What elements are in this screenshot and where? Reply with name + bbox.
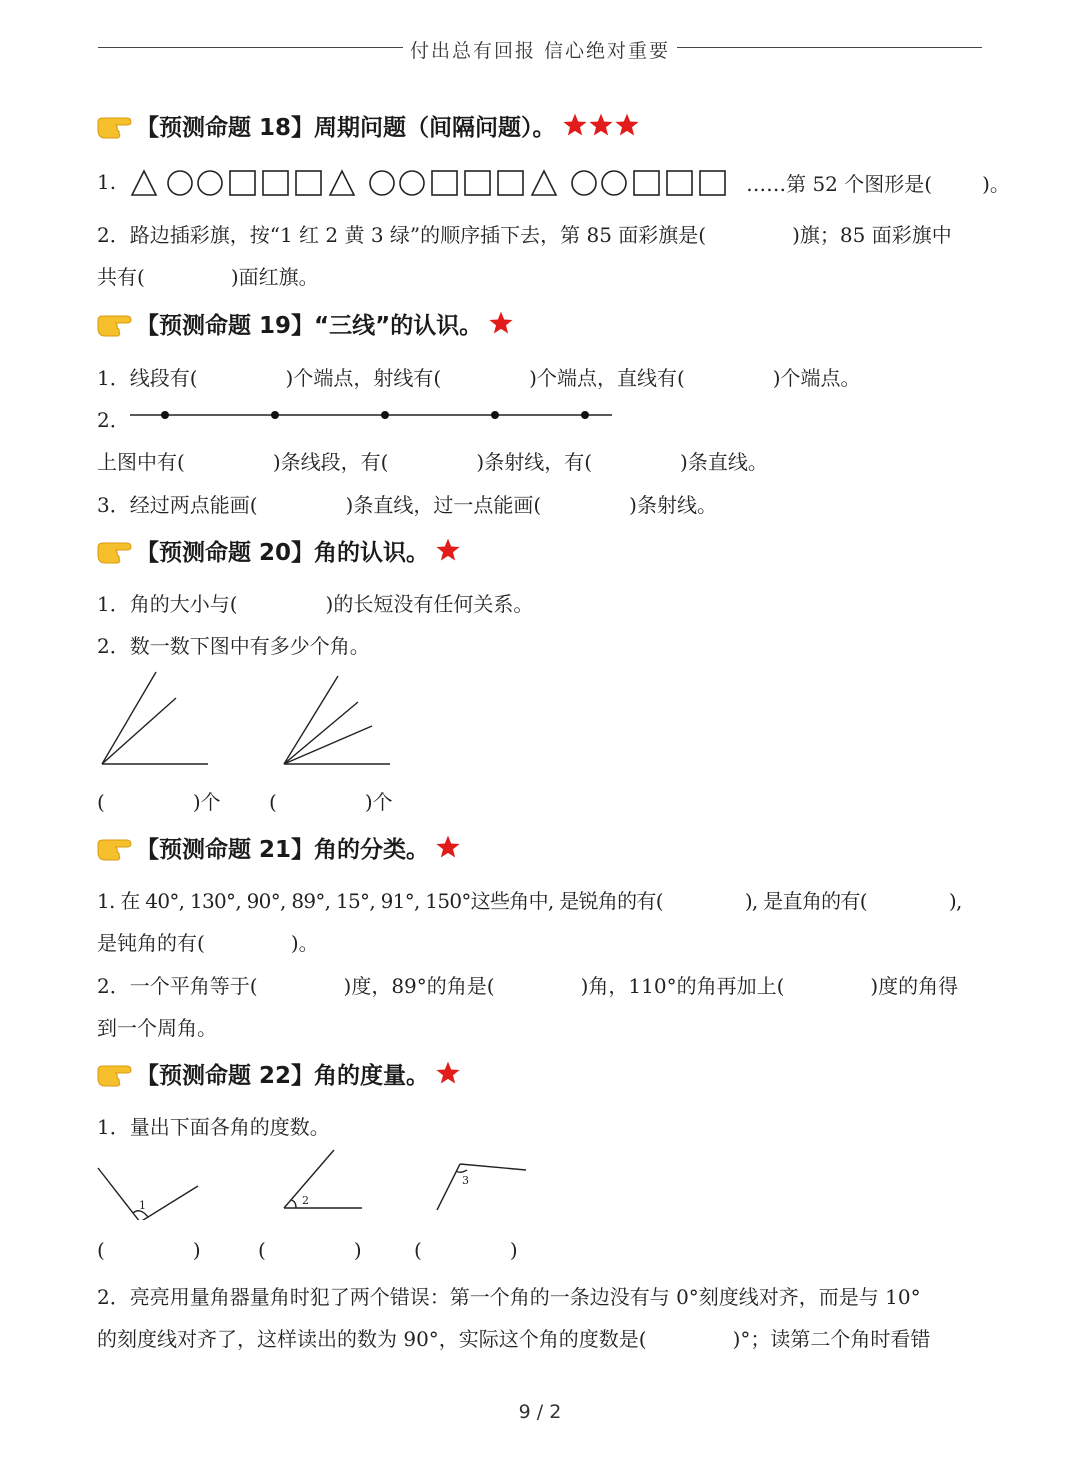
question-21-1-line1 (97, 885, 962, 914)
question-text: ), (948, 889, 962, 913)
shape-sequence (118, 166, 746, 198)
pointing-hand-icon (96, 535, 134, 565)
section-title: 【预测命题 19】“三线”的认识。 (136, 312, 483, 339)
question-text: 3．经过两点能画( (97, 493, 258, 517)
question-text: )角，110°的角再加上( (580, 974, 785, 998)
question-22-1: 1．量出下面各角的度数。 (97, 1115, 330, 1139)
question-21-1-line2 (97, 927, 319, 956)
square-shape (634, 171, 659, 195)
question-text: )条射线，有( (476, 450, 593, 474)
question-text: )度，89°的角是( (343, 974, 495, 998)
difficulty-stars (488, 310, 514, 336)
difficulty-stars (435, 834, 461, 860)
square-shape (700, 171, 725, 195)
question-text: )的长短没有任何关系。 (325, 592, 534, 616)
answer-close: ) (353, 1238, 362, 1262)
answer-close: ) (192, 1238, 201, 1262)
section-21-heading (96, 827, 461, 867)
question-18-2-line1 (97, 219, 952, 248)
question-text: )面红旗。 (230, 265, 319, 289)
section-22-heading (96, 1053, 461, 1093)
question-text: 的刻度线对齐了，这样读出的数为 90°，实际这个角的度数是( (97, 1327, 647, 1351)
pointing-hand-icon (96, 1058, 134, 1088)
circle-shape (400, 171, 424, 195)
angle-measure-answer-1 (97, 1238, 201, 1262)
answer-open: ( (258, 1238, 266, 1262)
question-text: )条线段，有( (272, 450, 389, 474)
question-close: )。 (982, 171, 1010, 196)
angle-1-figure (98, 1168, 198, 1220)
star-icon (588, 112, 614, 138)
question-22-2-line1: 2．亮亮用量角器量角时犯了两个错误：第一个角的一条边没有与 0°刻度线对齐，而是与 10° (97, 1285, 921, 1309)
question-text: 共有( (97, 265, 145, 289)
question-text: )旗；85 面彩旗中 (792, 223, 952, 247)
question-text: )度的角得 (870, 974, 959, 998)
circle-shape (198, 171, 222, 195)
pointing-hand-icon (96, 832, 134, 862)
question-text: ……第 52 个图形是( (746, 171, 933, 196)
shape-sequence-question (97, 164, 1010, 200)
question-19-3 (97, 489, 717, 518)
angle-measure-answer-2 (258, 1238, 362, 1262)
question-text: 2．一个平角等于( (97, 974, 258, 998)
angle-label: 2 (302, 1194, 309, 1207)
circle-shape (602, 171, 626, 195)
question-21-2-line2: 到一个周角。 (97, 1016, 217, 1040)
question-text: )条直线。 (680, 450, 768, 474)
section-title: 【预测命题 22】角的度量。 (136, 1062, 430, 1089)
answer-open: ( (97, 1238, 105, 1262)
section-title: 【预测命题 18】周期问题（间隔问题）。 (136, 114, 556, 141)
answer-open: ( (414, 1238, 422, 1262)
question-19-1 (97, 362, 861, 391)
triangle-shape (132, 171, 156, 195)
question-text: )条直线，过一点能画( (345, 493, 542, 517)
angle-figure-1 (102, 672, 208, 764)
header-motto: 付出总有回报 信心绝对重要 (409, 40, 671, 62)
star-icon (562, 112, 588, 138)
square-shape (263, 171, 288, 195)
point-dot (271, 411, 279, 419)
point-dot (161, 411, 169, 419)
difficulty-stars (435, 537, 461, 563)
section-title: 【预测命题 20】角的认识。 (136, 539, 430, 566)
question-text: 2．路边插彩旗，按“1 红 2 黄 3 绿”的顺序插下去，第 85 面彩旗是( (97, 223, 707, 247)
points-on-line-figure (128, 405, 618, 425)
question-text: )°；读第二个角时看错 (732, 1327, 931, 1351)
circle-shape (370, 171, 394, 195)
answer-close: )个 (364, 790, 393, 814)
star-icon (435, 537, 461, 563)
question-19-2-text (97, 446, 768, 475)
star-icon (614, 112, 640, 138)
pointing-hand-icon (96, 110, 134, 140)
header-rule-left (98, 47, 403, 48)
question-text: ), 是直角的有( (744, 889, 867, 913)
question-22-2-line2 (97, 1323, 930, 1352)
section-19-heading (96, 303, 514, 343)
circle-shape (572, 171, 596, 195)
difficulty-stars (562, 112, 640, 138)
answer-close: )个 (192, 790, 221, 814)
angle-measure-figures (94, 1144, 534, 1220)
circle-shape (168, 171, 192, 195)
triangle-shape (330, 171, 354, 195)
question-number: 1. (97, 170, 117, 194)
question-19-2-label: 2． (97, 408, 130, 432)
question-text: )条射线。 (629, 493, 717, 517)
angle-figure-2 (284, 676, 390, 764)
square-shape (230, 171, 255, 195)
question-text: 上图中有( (97, 450, 185, 474)
star-icon (435, 834, 461, 860)
point-dot (581, 411, 589, 419)
section-title: 【预测命题 21】角的分类。 (136, 836, 430, 863)
angle-count-figures (96, 668, 406, 772)
difficulty-stars (435, 1060, 461, 1086)
angle-label: 3 (462, 1174, 469, 1187)
angle-label: 1 (139, 1199, 146, 1212)
question-20-1 (97, 588, 533, 617)
question-text: )个端点，直线有( (529, 366, 685, 390)
page-number: 9 / 2 (518, 1401, 562, 1423)
angle-2-figure (284, 1150, 362, 1208)
answer-open: ( (269, 790, 277, 814)
question-text: )。 (290, 931, 319, 955)
question-20-2: 2．数一数下图中有多少个角。 (97, 634, 370, 658)
square-shape (465, 171, 490, 195)
angle-count-answer-1 (97, 786, 221, 815)
star-icon (488, 310, 514, 336)
point-dot (381, 411, 389, 419)
angle-count-answer-2 (269, 786, 393, 815)
question-text: 1. 在 40°, 130°, 90°, 89°, 15°, 91°, 150°这些角中, 是锐角的有( (97, 889, 663, 913)
angle-measure-answer-3 (414, 1238, 518, 1262)
header-rule-right (677, 47, 982, 48)
question-18-2-line2 (97, 261, 319, 290)
question-text: )个端点，射线有( (285, 366, 442, 390)
answer-open: ( (97, 790, 105, 814)
section-18-heading (96, 105, 640, 145)
question-text: )个端点。 (772, 366, 861, 390)
triangle-shape (532, 171, 556, 195)
question-21-2-line1 (97, 970, 958, 999)
star-icon (435, 1060, 461, 1086)
section-20-heading (96, 530, 461, 570)
answer-close: ) (509, 1238, 518, 1262)
pointing-hand-icon (96, 308, 134, 338)
question-text: 1．线段有( (97, 366, 198, 390)
square-shape (432, 171, 457, 195)
question-text: 1．角的大小与( (97, 592, 238, 616)
angle-3-figure (437, 1164, 526, 1210)
square-shape (498, 171, 523, 195)
question-text: 是钝角的有( (97, 931, 205, 955)
square-shape (296, 171, 321, 195)
point-dot (491, 411, 499, 419)
square-shape (667, 171, 692, 195)
